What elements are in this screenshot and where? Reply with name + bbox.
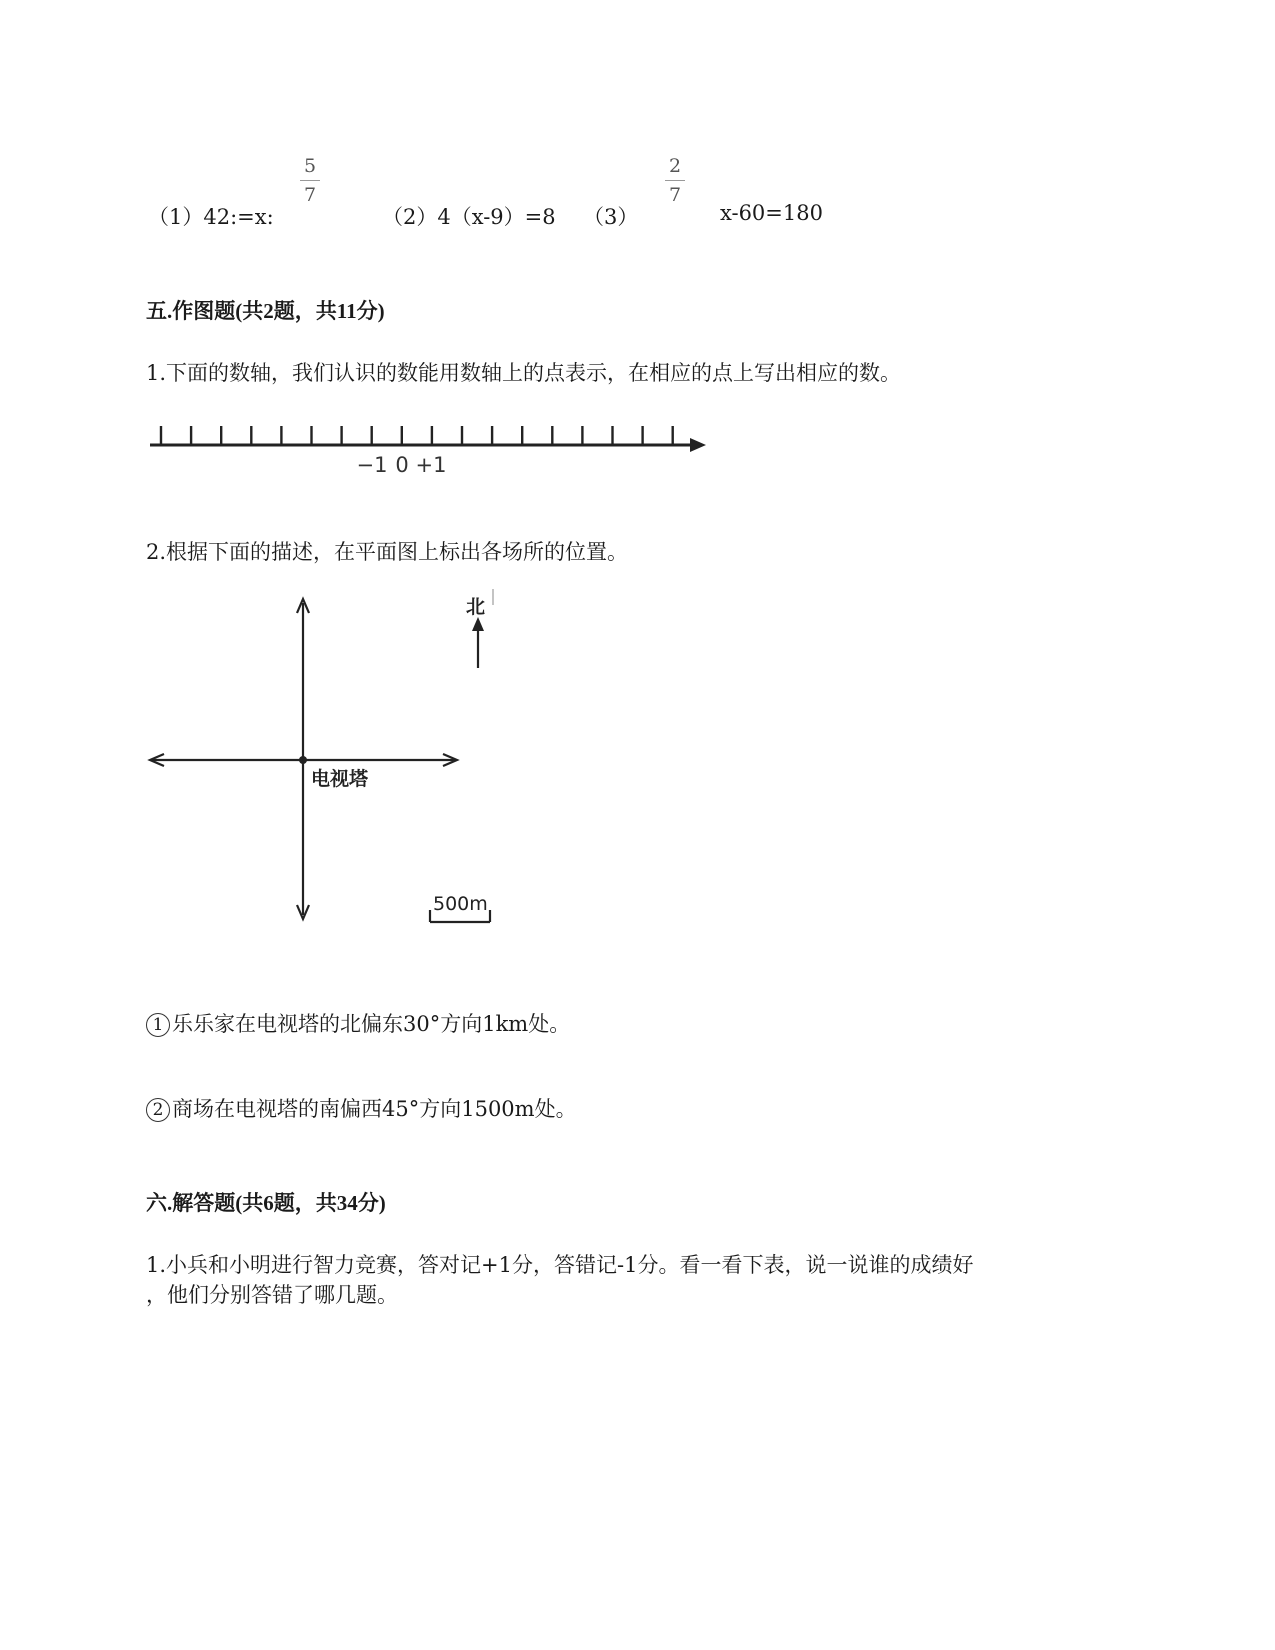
plan-map	[140, 585, 520, 945]
number-line	[140, 415, 720, 480]
circled-number-1: 1	[146, 1013, 170, 1037]
tv-tower-label: 电视塔	[311, 768, 369, 790]
equation-1-prefix: （1）42:=x:	[148, 205, 274, 229]
north-label: 北	[466, 596, 486, 618]
label-0: 0	[395, 453, 409, 477]
s6-q1-line-2: ，他们分别答错了哪几题。	[146, 1283, 398, 1307]
fraction-numerator: 5	[303, 155, 317, 177]
equation-2: （2）4（x-9）=8	[382, 205, 556, 229]
item-2-text: 商场在电视塔的南偏西45°方向1500m处。	[172, 1097, 577, 1121]
s6-q1-line-1: 1.小兵和小明进行智力竞赛，答对记+1分，答错记-1分。看一看下表，说一说谁的成绩好	[146, 1253, 974, 1277]
s5-q2-item-2	[146, 1093, 577, 1123]
s5-q2-text: 2.根据下面的描述，在平面图上标出各场所的位置。	[146, 540, 629, 564]
s5-q1-text: 1.下面的数轴，我们认识的数能用数轴上的点表示，在相应的点上写出相应的数。	[146, 361, 902, 385]
fraction-numerator: 2	[668, 155, 682, 177]
label-minus-1: −1	[356, 453, 388, 477]
fraction-denominator: 7	[668, 184, 682, 206]
fraction-2-7	[663, 155, 687, 206]
equation-3-suffix: x-60=180	[720, 201, 823, 225]
fraction-5-7	[298, 155, 322, 206]
scale-label: 500m	[433, 893, 488, 915]
section-5-title: 五.作图题(共2题，共11分)	[146, 299, 385, 323]
number-line-arrow	[690, 438, 706, 452]
equation-3-prefix: （3）	[583, 205, 639, 229]
fraction-denominator: 7	[303, 184, 317, 206]
item-1-text: 乐乐家在电视塔的北偏东30°方向1km处。	[172, 1012, 571, 1036]
fraction-bar	[300, 180, 320, 181]
section-6-title: 六.解答题(共6题，共34分)	[146, 1191, 386, 1215]
circled-number-2: 2	[146, 1098, 170, 1122]
number-line-ticks	[161, 426, 673, 445]
fraction-bar	[665, 180, 685, 181]
tv-tower-point	[299, 756, 307, 764]
label-plus-1: +1	[415, 453, 447, 477]
north-indicator-arrowhead	[472, 617, 484, 631]
s5-q2-item-1	[146, 1008, 570, 1038]
